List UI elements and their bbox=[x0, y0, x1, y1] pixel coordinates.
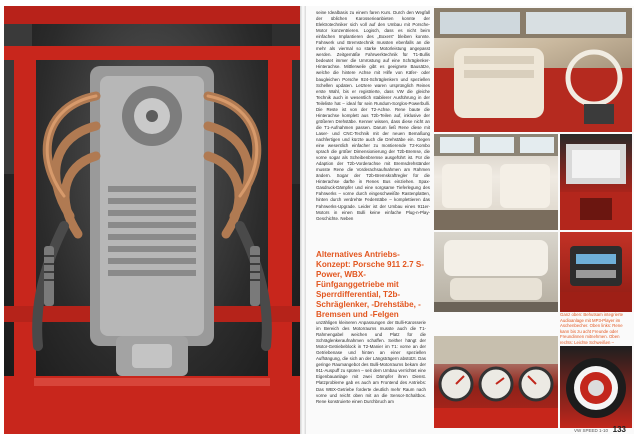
wheel-photo bbox=[560, 346, 632, 428]
engine-illustration bbox=[4, 6, 300, 434]
right-page bbox=[306, 6, 634, 434]
article-headline: Alternatives Antriebs-Konzept: Porsche 911 2.7 S-Power, WBX-Fünfganggetriebe mit Sperrdifferential, T2b-Schräglenker, -Drehstäbe, -Bremsen und -Felgen bbox=[316, 250, 424, 319]
audio-ashtray-photo bbox=[560, 232, 632, 312]
rear-seats-photo bbox=[434, 134, 558, 230]
service-hatch-photo bbox=[560, 134, 632, 230]
article-column-bottom: unzähligen kleineren Anpassungen der Bulli-Karosserie im Bereich des Motorraums musste auch die T1-Rahmengabel weichen und Platz für die Schräglenkeraufnahmen schaffen. Seither hängt der Motor-Getriebeblock in T2-Manier im T1: vorne an der Getriebenase und hinten an einer speziellen Aufhängung, die sich an der Längsträgern abstützt. Das geringe Raumangebot des Bulli-Motorraums bekam der 911-Auspuff zu spüren – seit dem Umbau verrichtet eine Eigenbauanlage mit zwei Dämpfer ihren Dienst. Platzprobleme gab es auch am Frontend des Antriebs: Das WBX-Getriebe forderte deutlich mehr Raum nach vorne und reicht oben mit an die Sensor-Schaltbox. Rene konstruierte einen Durchbruch am bbox=[316, 320, 426, 404]
page-number: 133 bbox=[612, 425, 626, 434]
gauges-photo bbox=[434, 336, 558, 428]
cab-interior-photo bbox=[434, 8, 632, 132]
photo-caption: Ganz oben: Behutsam integrierte Audioanlage mit MP3-Player im Aschenbecher. Oben links: Rene kann bis zu acht Freunde oder Freundinnen mitnehmen. Oben rechts: Leichte Schweißen – bbox=[560, 312, 624, 345]
bench-seat-photo bbox=[434, 232, 558, 312]
magazine-spread bbox=[4, 6, 634, 434]
article-column-top: seine Idealbasis zu einem faren Kurs. Durch den Wegfall der üblichen Karosserieanbieten konnte der Elektrotechniker sich voll auf den Umbau mit Porsche-Motor konzentrieren. Logisch, dass es nicht beim einfachen Implantieren des „Boxers“ bleiben konnte. Fahrwerk und Bremstechnik mussten ebenfalls an die mehr als viermal so starke Motorleistung angepasst werden. Zeitgemäße Fahrwerktechnik für T1-Bullis bedeutet immer die Umrüstung auf eine Schräglenker-Hinterachse. Mittlerweile gibt es geeignete Bausätze, welche die hintere Achse mit Hilfe von Käfer- oder baugleichen Porsche 924-Schräglenkern und speziellen Schellen updaten. Letztere waren ursprünglich Reines erste Wahl, bis er registrierte, dass VW die gleiche Technik auch in wesentlich stabilerer Ausführung in der Teileliste hat – ideal für sein Rundum-Sorglos-Powerbulli. Die Reste ist von der T2-Achse. Rene baute die Hinterachse komplett aus T2b-Teilen auf, inklusive der größeren Drehstäbe. Kenner wissen, dass diese nicht an die T1-Aufnahmen passen. Darum ließ Rene diese mit Laser- und CNC-Technik mit der neuen Bemaßung nachfertigen und kürzte auch die Drehstäbe ein. Gegen eine wesentlich einfacher zu montierende T2-Kombo sprach die größer Dimensionierung der T2b-Bremse, die vorne sogar als Scheibenbremse ausgeführt ist. Für die Adaption der T2b-Vorderachse mit Bremsdrehständer musste Rene die Vorderachsaufnahmen am Rahmen ändern. Sogar der T2b-Bremskraftregler für die Hinterachse darfte in Renes Bus einziehen. Spax-Gasdruck-Dämpfer und eine sorgsame Tieferlegung des Fahrwerks – vorne durch eingeschweißte Rastenplatten, hinten durch verdrehte Federstäbe – komplettieren das Fahrwerks-Upgrade. Leider ist der Umbau eines 911er-Motors in einen Bulli keine einfache Plug-n-Play-Geschichte. Neben bbox=[316, 10, 430, 221]
engine-photo bbox=[4, 6, 300, 434]
magazine-folio: VW SPEED 1-10 bbox=[573, 428, 608, 433]
